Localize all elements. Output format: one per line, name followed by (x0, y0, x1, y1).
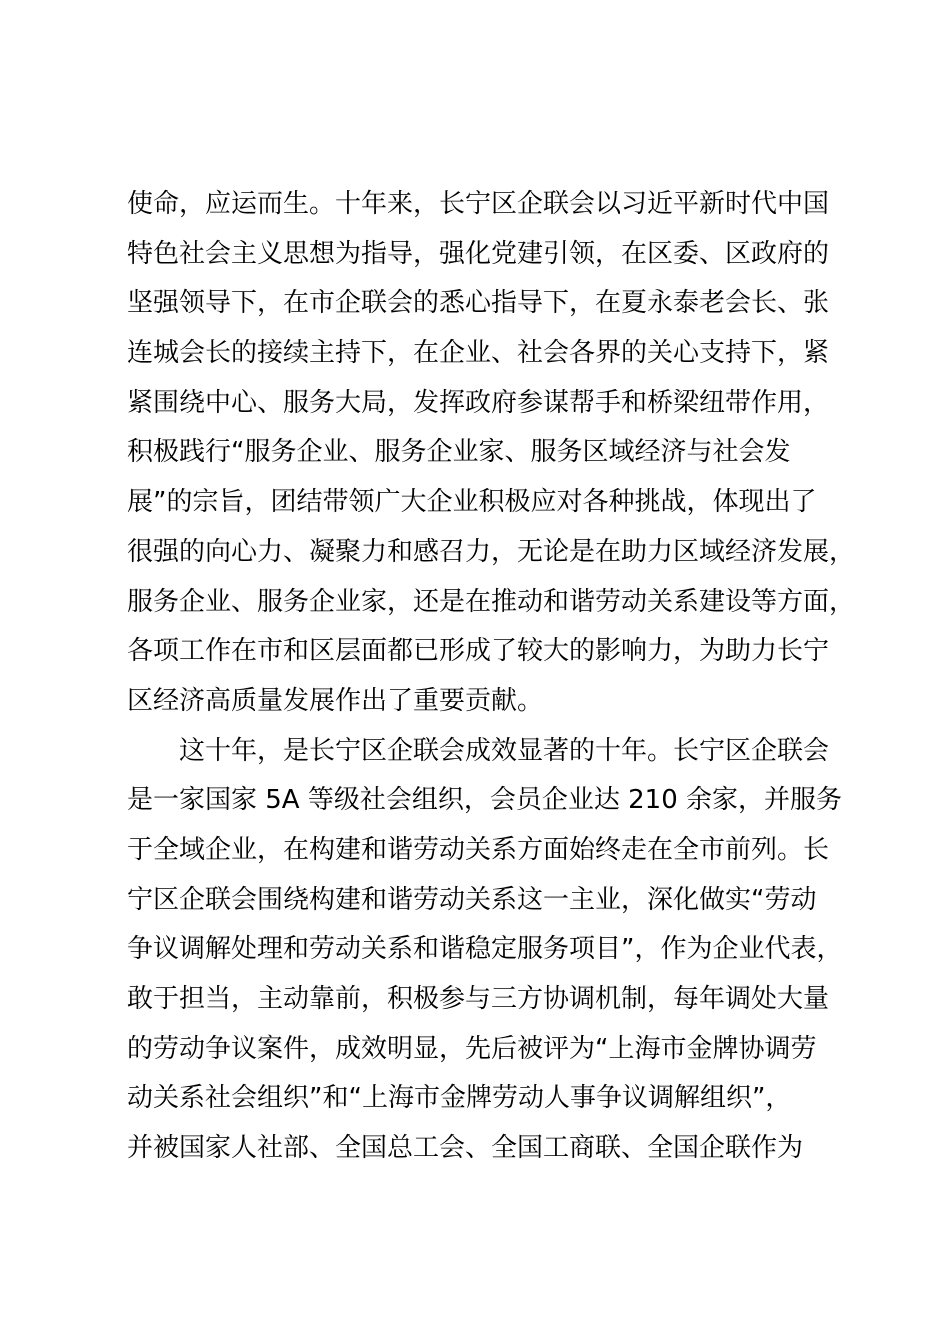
text-line: 敢于担当，主动靠前，积极参与三方协调机制，每年调处大量 (127, 984, 830, 1014)
text-line: 很强的向心力、凝聚力和感召力，无论是在助力区域经济发展， (127, 536, 856, 567)
body-text (127, 180, 857, 1174)
text-line: 紧围绕中心、服务大局，发挥政府参谋帮手和桥梁纽带作用， (127, 387, 830, 418)
text-line: 服务企业、服务企业家，还是在推动和谐劳动关系建设等方面， (127, 586, 856, 617)
text-line: 的劳动争议案件，成效明显，先后被评为“上海市金牌协调劳 (127, 1033, 817, 1064)
text-line: 争议调解处理和劳动关系和谐稳定服务项目”，作为企业代表， (127, 934, 843, 965)
text-line: 于全域企业，在构建和谐劳动关系方面始终走在全市前列。长 (127, 834, 830, 865)
text-line: 连城会长的接续主持下，在企业、社会各界的关心支持下，紧 (127, 338, 830, 369)
text-line: 并被国家人社部、全国总工会、全国工商联、全国企联作为 (127, 1133, 804, 1164)
text-line: 动关系社会组织”和“上海市金牌劳动人事争议调解组织”， (127, 1083, 792, 1114)
text-line: 积极践行“服务企业、服务企业家、服务区域经济与社会发 (127, 437, 791, 468)
text-line: 是一家国家 5A 等级社会组织，会员企业达 210 余家，并服务 (127, 785, 843, 816)
text-line: 展”的宗旨，团结带领广大企业积极应对各种挑战，体现出了 (127, 487, 817, 518)
paragraph-first-line: 这十年，是长宁区企联会成效显著的十年。长宁区企联会 (179, 735, 830, 766)
text-line: 各项工作在市和区层面都已形成了较大的影响力，为助力长宁 (127, 636, 830, 667)
text-line: 使命，应运而生。十年来，长宁区企联会以习近平新时代中国 (127, 189, 830, 219)
text-line: 坚强领导下，在市企联会的悉心指导下，在夏永泰老会长、张 (127, 288, 830, 319)
text-line: 特色社会主义思想为指导，强化党建引领，在区委、区政府的 (127, 238, 830, 269)
text-line: 宁区企联会围绕构建和谐劳动关系这一主业，深化做实“劳动 (127, 884, 817, 915)
text-line: 区经济高质量发展作出了重要贡献。 (127, 685, 544, 716)
